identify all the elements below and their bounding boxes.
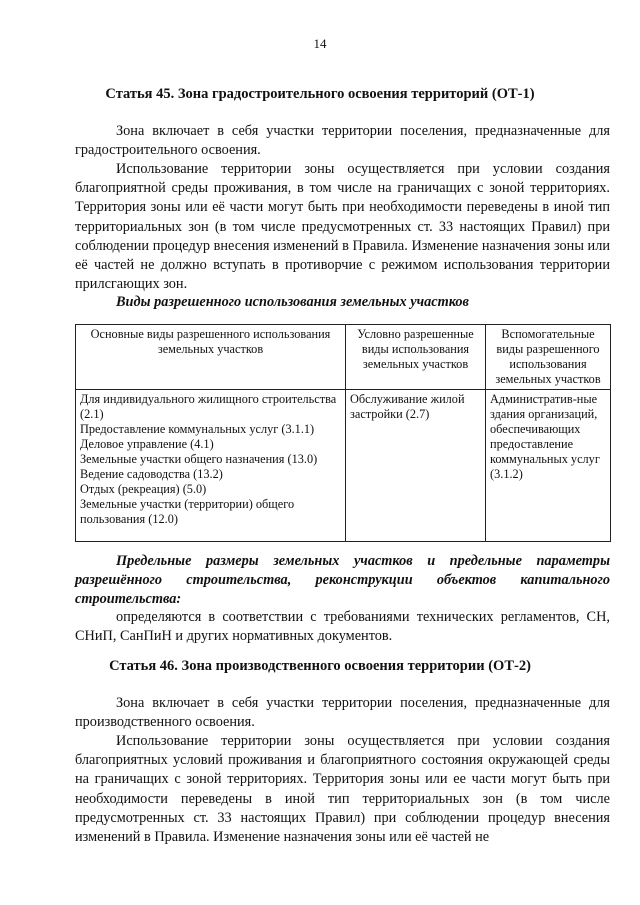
article-46-paragraph-1: Зона включает в себя участки территории поселения, предназначенные для производственного освоения. — [75, 695, 610, 731]
header-conditional-uses: Условно разрешенные виды использования земельных участков — [346, 325, 486, 390]
main-use-item: Деловое управление (4.1) — [80, 437, 214, 451]
main-use-item: Для индивидуального жилищного строительства (2.1) — [80, 392, 337, 421]
limits-text: определяются в соответствии с требованиями технических регламентов, СН, СНиП, СанПиН и других нормативных документов. — [75, 609, 610, 645]
auxiliary-uses-cell: Административ-ные здания организаций, обеспечивающих предоставление коммунальных услуг (3.1.2) — [486, 390, 611, 542]
main-use-item: Ведение садоводства (13.2) — [80, 467, 223, 481]
main-use-item: Земельные участки (территории) общего пользования (12.0) — [80, 497, 295, 526]
uses-title: Виды разрешенного использования земельных участков — [116, 294, 469, 310]
permitted-uses-table — [75, 324, 611, 542]
header-main-uses: Основные виды разрешенного использования земельных участков — [76, 325, 346, 390]
main-use-item: Земельные участки общего назначения (13.0) — [80, 452, 318, 466]
article-45-title: Статья 45. Зона градостроительного освоения территорий (ОТ-1) — [105, 86, 535, 102]
main-uses-cell — [76, 390, 346, 542]
main-use-item: Предоставление коммунальных услуг (3.1.1) — [80, 422, 315, 436]
article-45-paragraph-1: Зона включает в себя участки территории поселения, предназначенные для градостроительного освоения. — [75, 123, 610, 159]
main-use-item: Отдых (рекреация) (5.0) — [80, 482, 207, 496]
article-45-paragraph-2: Использование территории зоны осуществляется при условии создания благоприятной среды проживания, в том числе на граничащих с зоной территориях. Территория зоны или её части могут быть при необходимости переведены в иной тип территориальных зон (в том числе предусмотренных ст. 33 настоящих Правил) при соблюдении процедур внесения изменений в Правила. Изменение назначения зоны или её частей не должно вступать в противорчие с режимом использования территории прилсгающих зон. — [75, 161, 610, 293]
page-number: 14 — [313, 36, 327, 51]
table-header-row — [76, 325, 611, 390]
conditional-uses-cell: Обслуживание жилой застройки (2.7) — [346, 390, 486, 542]
article-46-paragraph-2: Использование территории зоны осуществляется при условии создания благоприятных условий проживания и благоприятного состояния окружающей среды на граничащих с зоной территориях. Территория зоны или ее части могут быть при необходимости переведены в иной тип территориальных зон (в том числе предусмотренных ст. 33 настоящих Правил) при соблюдении процедур внесения изменений в Правила. Изменение назначения зоны или её частей не — [75, 733, 610, 846]
limits-title: Предельные размеры земельных участков и предельные параметры разрешённого строительства, реконструкции объектов капитального строительства: — [75, 553, 610, 607]
table-row — [76, 390, 611, 542]
article-46-title: Статья 46. Зона производственного освоения территории (ОТ-2) — [109, 658, 531, 674]
header-auxiliary-uses: Вспомогательные виды разрешенного использования земельных участков — [486, 325, 611, 390]
